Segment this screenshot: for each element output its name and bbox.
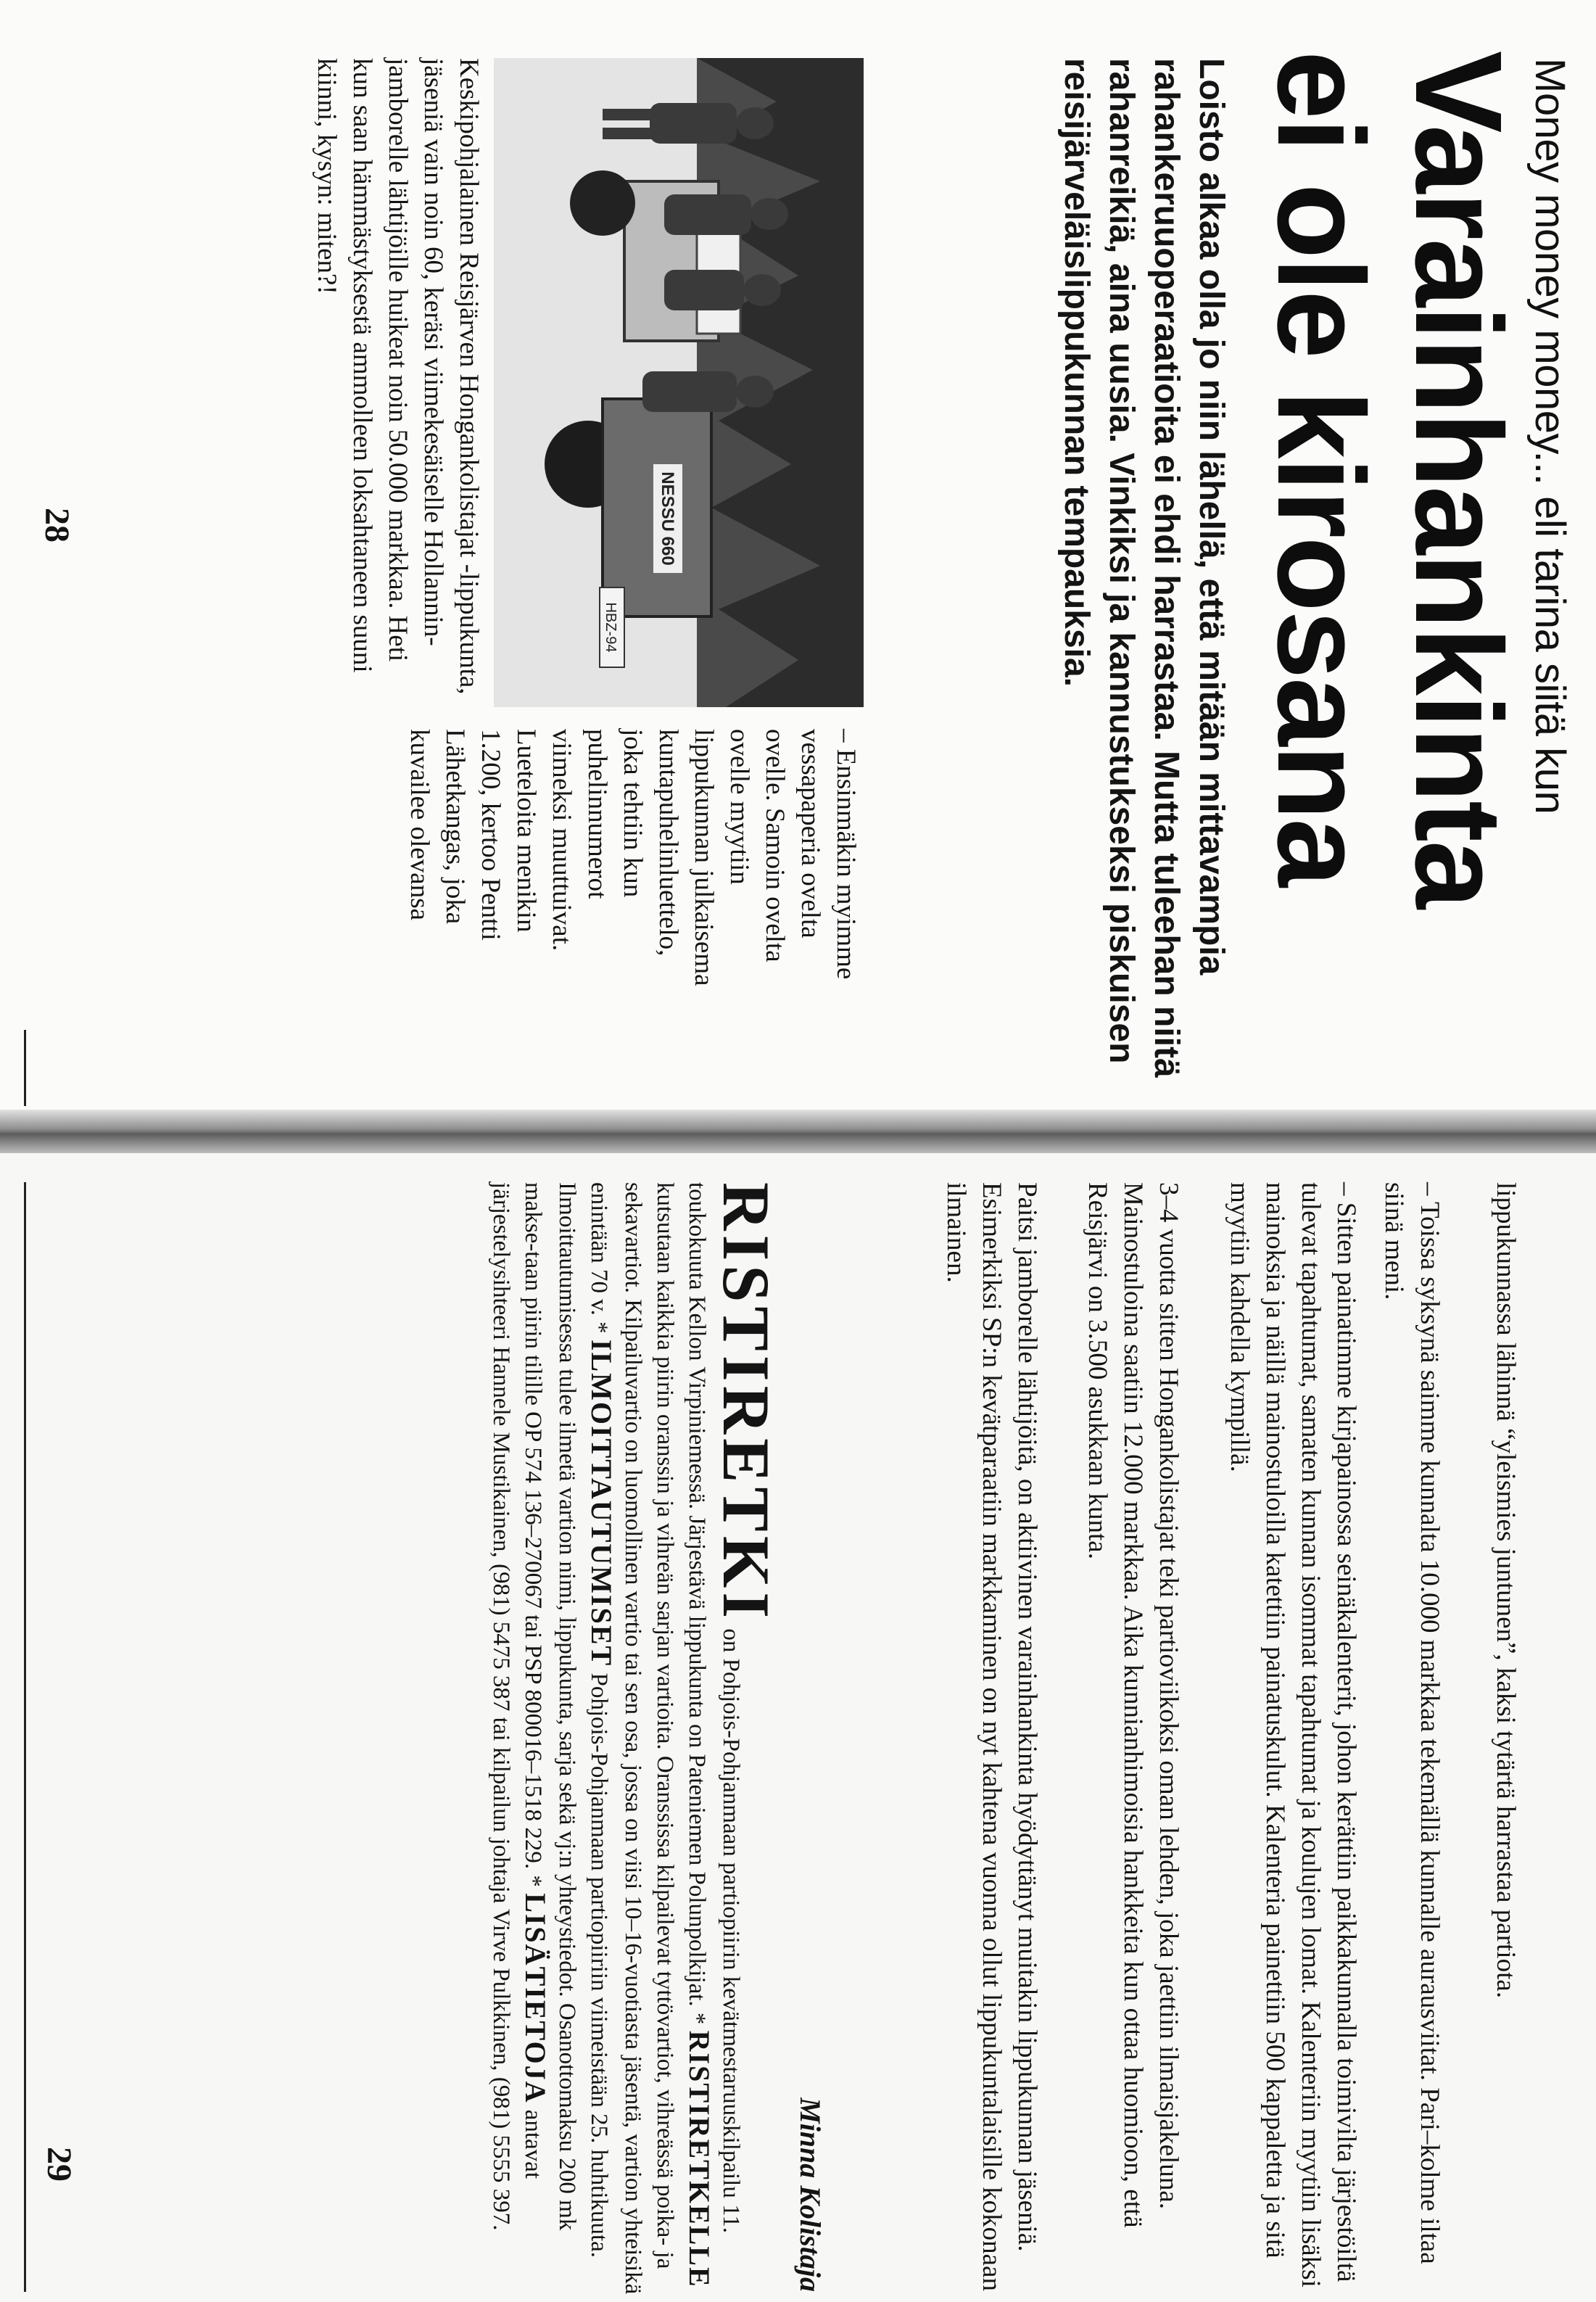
tractor-label: NESSU 660: [658, 471, 677, 566]
notice-text-1: on Pohjois-Pohjanmaan partiopiirin kevätmestaruuskilpailu 11. toukokuuta Kellon Virpiniemessä. Järjestävä lippukunta on Pateniemen Polunpolkijat. *: [684, 1182, 744, 2234]
page-number: 29: [40, 2147, 78, 2182]
headline-line-1: Varainhankinta: [1389, 51, 1527, 908]
page-29: [0, 1153, 1596, 2302]
article-column-2: – Ensinmäkin myimme vessapaperia ovelta ovelle. Samoin ovelta ovelle myytiin lippukunnan julkaisema kuntapuhelinluettelo, joka tehtiin kun puhelinnumerot viimeksi muuttuivat. Lueteloita menikin 1.200, kertoo Pentti Lähetkangas, joka kuvailee olevansa: [405, 729, 861, 986]
ristiretki-notice: [485, 1182, 783, 2299]
headline-line-2: ei ole kirosana: [1252, 51, 1389, 886]
notice-title: RISTIRETKI: [709, 1182, 783, 1623]
page-number: 28: [38, 508, 76, 543]
article-intro: Keskipohjalainen Reisjärven Hongankolistajat -lippukunta, jäseniä vain noin 60, keräsi viimekesäiselle Hollannin-jamborelle lähtijöille huikeat noin 50.000 markkaa. Heti kun saan hämmästyksestä ammolleen loksahtaneen suuni kiinni, kysyn: miten?!: [312, 58, 484, 695]
article-lead: Loisto alkaa olla jo niin lähellä, että mitään mittavampia rahankeruuoperaatioita ei ehdi harrastaa. Mutta tuleehan niitä rahanreikiä, aina uusia. Vinkiksi ja kannustukseksi piskuisen reisijärveläislippukunnan tempauksia.: [1057, 58, 1231, 1078]
article-continuation: lippukunnassa lähinnä “yleismies juntunen”, kaksi tytärtä harrastaa partiota.: [1491, 1182, 1521, 1999]
article-paragraph-2: – Toissa syksynä saimme kunnalta 10.000 markkaa tekemällä kunnalle aurausviitat. Pari–kolme iltaa siinä meni.: [1379, 1182, 1444, 2264]
article-paragraph-5: Paitsi jamborelle lähtijöitä, on aktiivinen varainhankinta hyödyttänyt muitakin lippukunnan jäseniä. Esimerkiksi SP:n kevätparaatiin markkaminen on nyt kahtena vuonna ollut lippukuntalaisille kokonaan ilmainen.: [941, 1182, 1042, 2292]
article-byline: Minna Kolistaja: [794, 2097, 827, 2292]
page-rule: [24, 1030, 26, 1106]
notice-text-2: kutsutaan kaikkia piirin oranssin ja vihreän sarjan vartioita. Oranssissa kilpailevat tyttövartiot, vihreässä poika- ja sekavartiot. Kilpailuvartio on luomollinen vartio tai sen osa, jossa on viisi 10–16-vuotiasta jäsentä, vartion yhteisikä enintään 70 v. *: [586, 1182, 678, 2295]
scouts-tractor-photo: [494, 58, 864, 707]
photo-illustration: [494, 58, 864, 707]
notice-text-4: antavat järjestelysihteeri Hannele Mustikainen, (981) 5475 387 tai kilpailun johtaja Virve Pulkkinen, (981) 5555 397.: [488, 1182, 546, 2231]
page-rule: [24, 1182, 26, 2292]
notice-keyword-2: ILMOITTAUTUMISET: [585, 1339, 618, 1667]
notice-text-3: Pohjois-Pohjanmaan partiopiiriin viimeistään 25. huhtikuuta. Ilmoittautumisessa tulee ilmetä vartion nimi, lippukunta, sarja sekä vj:n yhteystiedot. Osanottomaksu 200 mk makse-taan piirin tilille OP 574 136–270067 tai PSP 800016–1518 229. *: [520, 1182, 612, 2258]
article-headline: [1252, 51, 1527, 1102]
notice-keyword-3: LISÄTIETOJA: [519, 1893, 552, 2104]
article-paragraph-3: – Sitten painatimme kirjapainossa seinäkalenterit, johon kerättiin paikkakunnalla toimivilta järjestöiltä tulevat tapahtumat, samaten kunnan isommat tapahtumat ja koulujen lomat. Kalenteriin myytiin lisäksi mainoksia ja näillä mainostuloilla katettiin painatuskulut. Kalenteria painettiin 500 kappaletta ja sitä myytiin kahdella kympillä.: [1225, 1182, 1361, 2287]
license-plate: HBZ-94: [603, 602, 619, 653]
page-28: [0, 0, 1596, 1110]
notice-keyword-1: RISTIRETKELLE: [683, 2030, 716, 2288]
book-gutter: [0, 1106, 1596, 1157]
article-paragraph-4: 3–4 vuotta sitten Hongankolistajat teki partioviikoksi oman lehden, joka jaettiin ilmaisjakeluna. Mainostuloina saatiin 12.000 markkaa. Aika kunnianhimoisia hankkeita kun ottaa huomioon, että Reisjärvi on 3.500 asukkaan kunta.: [1083, 1182, 1183, 2228]
article-kicker: Money money money... eli tarina siitä kun: [1526, 58, 1574, 814]
